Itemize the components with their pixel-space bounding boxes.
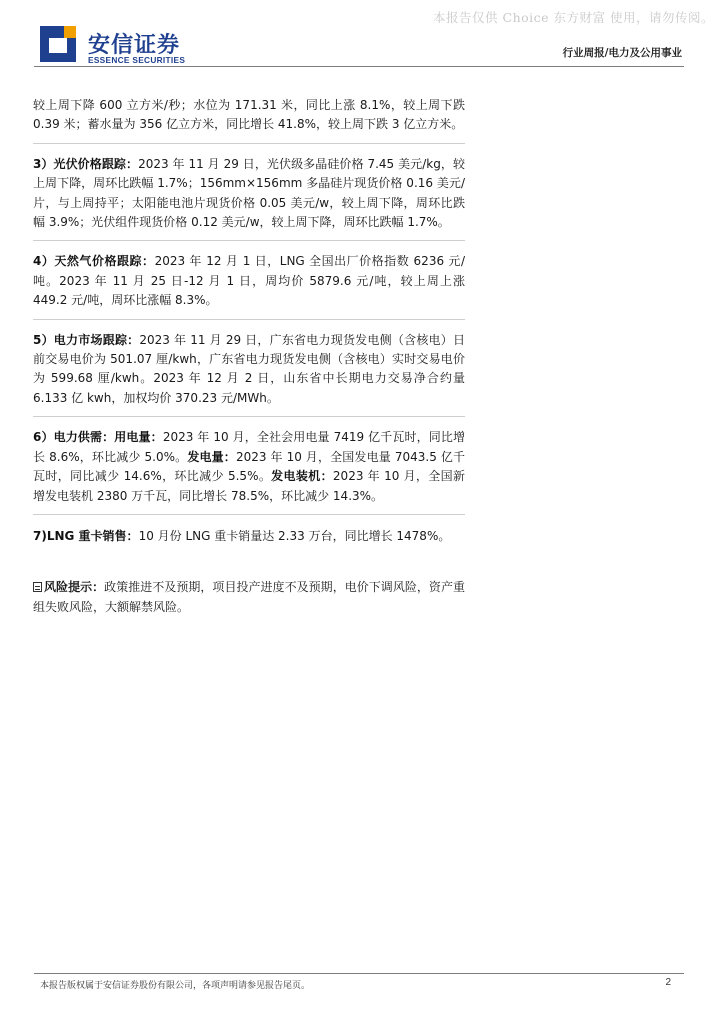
report-body: [33, 96, 465, 629]
paragraph-text: 2023 年 10 月，全社会用电量 7419 亿千瓦时，同比增长 8.6%，环比减少 5.0%。: [33, 430, 465, 464]
paragraph-lng-trucks: [33, 527, 465, 546]
paragraph-pv-price: [33, 155, 465, 233]
risk-text: 政策推进不及预期，项目投产进度不及预期，电价下调风险，资产重组失败风险，大额解禁风险。: [33, 580, 465, 614]
essence-logo-icon: [40, 26, 76, 62]
paragraph-text: 2023 年 11 月 29 日，光伏级多晶硅价格 7.45 美元/kg，较上周下降，周环比跌幅 1.7%；156mm×156mm 多晶硅片现货价格 0.16 美元/片，与上周持平；太阳能电池片现货价格 0.05 美元/w，较上周下降，周环比跌幅 3.9%；光伏组件现货价格 0.12 美元/w，较上周下降，周环比跌幅 1.7%。: [33, 156, 465, 230]
header-divider: [34, 66, 684, 67]
risk-warning: [33, 578, 465, 617]
paragraph-text: 2023 年 12 月 1 日，LNG 全国出厂价格指数 6236 元/吨。2023 年 11 月 25 日-12 月 1 日，周均价 5879.6 元/吨，较上周上涨 449.2 元/吨，周环比涨幅 8.3%。: [33, 254, 465, 308]
paragraph-supply-demand: [33, 428, 465, 506]
paragraph-divider: [33, 416, 465, 417]
paragraph-text: 2023 年 10 月，全国发电量 7043.5 亿千瓦时，同比减少 14.6%，环比减少 5.5%。: [33, 449, 465, 484]
section-heading: 6）电力供需：: [33, 430, 115, 445]
paragraph-text: 10 月份 LNG 重卡销量达 2.33 万台，同比增长 1478%。: [138, 528, 451, 543]
section-heading: 5）电力市场跟踪：: [33, 332, 140, 347]
section-heading: 4）天然气价格跟踪：: [33, 254, 155, 269]
paragraph-divider: [33, 240, 465, 241]
sub-heading: 发电量：: [187, 449, 236, 464]
paragraph-text: 2023 年 11 月 29 日，广东省电力现货发电侧（含核电）日前交易电价为 501.07 厘/kwh，广东省电力现货发电侧（含核电）实时交易电价为 599.68 厘/kwh。2023 年 12 月 2 日，山东省中长期电力交易净合约量 6.133 亿 kwh，加权均价 370.23 元/MWh。: [33, 332, 466, 405]
sub-heading: 用电量：: [114, 430, 163, 445]
paragraph-power-market: [33, 331, 465, 409]
document-icon: [33, 582, 42, 592]
paragraph-divider: [33, 143, 465, 144]
risk-label: 风险提示：: [44, 580, 105, 595]
watermark-text: 本报告仅供 Choice 东方财富 使用，请勿传阅。: [433, 10, 714, 25]
paragraph-hydro: [33, 96, 465, 135]
copyright-note: 本报告版权属于安信证券股份有限公司，各项声明请参见报告尾页。: [40, 981, 311, 991]
paragraph-text: 2023 年 10 月，全国新增发电装机 2380 万千瓦，同比增长 78.5%，环比减少 14.3%。: [33, 469, 465, 503]
sub-heading: 发电装机：: [271, 469, 333, 484]
page-number: 2: [665, 977, 671, 988]
brand-name-cn: 安信证券: [88, 33, 181, 58]
company-logo: [40, 26, 190, 66]
paragraph-divider: [33, 514, 465, 515]
brand-name-en: ESSENCE SECURITIES: [88, 55, 186, 65]
report-category: 行业周报/电力及公用事业: [562, 47, 682, 59]
section-heading: 3）光伏价格跟踪：: [33, 156, 139, 171]
paragraph-gas-price: [33, 252, 465, 310]
paragraph-divider: [33, 319, 465, 320]
section-heading: 7)LNG 重卡销售：: [33, 528, 139, 543]
footer-divider: [34, 973, 684, 974]
paragraph-text: 较上周下降 600 立方米/秒；水位为 171.31 米，同比上涨 8.1%，较上周下跌 0.39 米；蓄水量为 356 亿立方米，同比增长 41.8%，较上周下跌 3 亿立方米。: [33, 98, 465, 132]
